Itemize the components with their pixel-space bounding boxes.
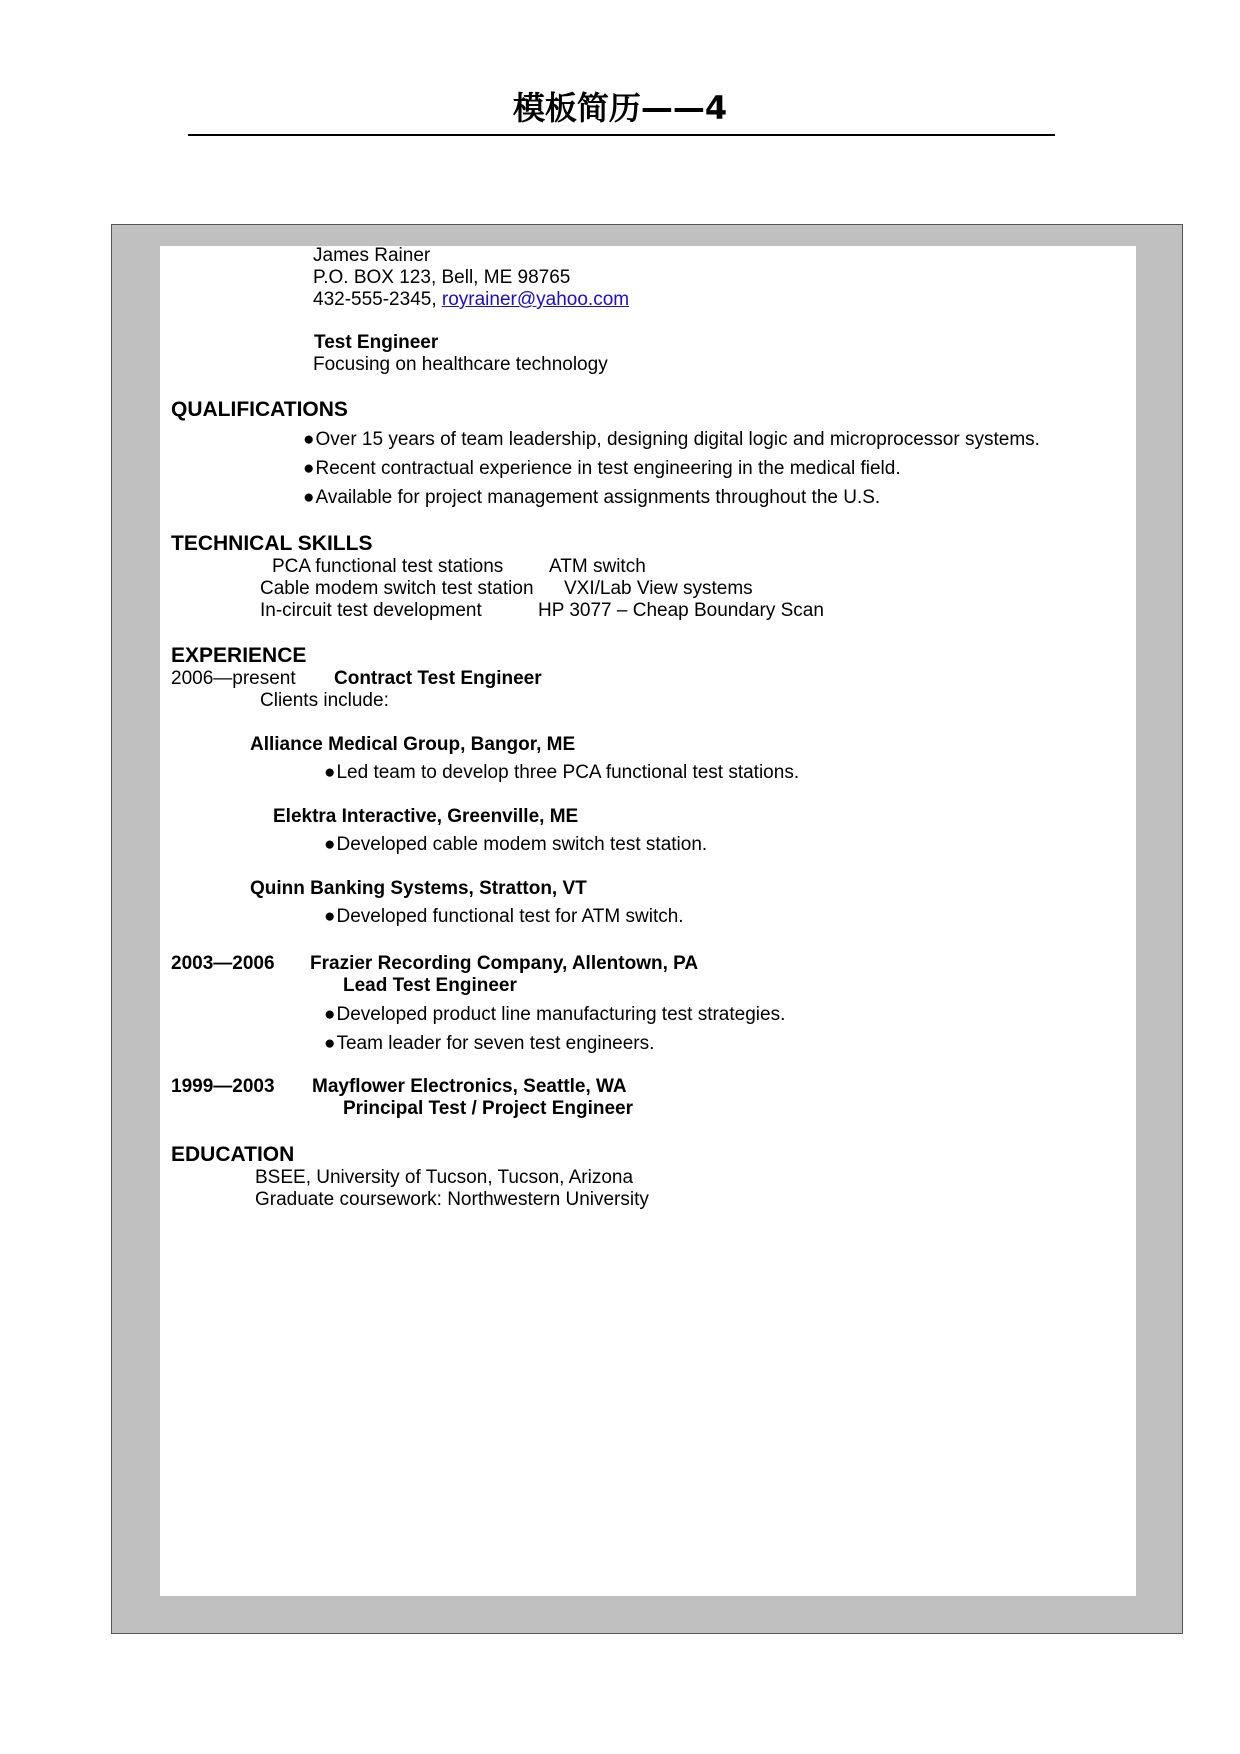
client-bullet: ● Developed functional test for ATM switch. bbox=[324, 906, 684, 928]
job-title: Principal Test / Project Engineer bbox=[343, 1098, 634, 1119]
technical-skills-heading: TECHNICAL SKILLS bbox=[171, 532, 373, 555]
objective-focus: Focusing on healthcare technology bbox=[313, 354, 608, 375]
client-bullet: ● Developed cable modem switch test station. bbox=[324, 834, 707, 856]
job-title: Contract Test Engineer bbox=[334, 668, 542, 689]
skill-item: In-circuit test development bbox=[260, 600, 482, 621]
education-item: BSEE, University of Tucson, Tucson, Arizona bbox=[255, 1167, 634, 1188]
objective-title: Test Engineer bbox=[314, 332, 439, 353]
experience-heading: EXPERIENCE bbox=[171, 644, 307, 667]
job-title: Lead Test Engineer bbox=[343, 975, 517, 996]
skill-item: VXI/Lab View systems bbox=[564, 578, 753, 599]
qualifications-heading: QUALIFICATIONS bbox=[171, 398, 348, 421]
contact-phone: 432-555-2345, bbox=[313, 289, 442, 310]
title-underline bbox=[188, 134, 1055, 136]
client-name: Elektra Interactive, Greenville, ME bbox=[273, 806, 579, 827]
client-name: Alliance Medical Group, Bangor, ME bbox=[250, 734, 576, 755]
job-dates: 1999—2003 bbox=[171, 1076, 275, 1097]
skill-item: HP 3077 – Cheap Boundary Scan bbox=[538, 600, 824, 621]
qualification-item: ● Available for project management assignments throughout the U.S. bbox=[303, 487, 880, 509]
skill-item: ATM switch bbox=[549, 556, 646, 577]
job-dates: 2006—present bbox=[171, 668, 296, 689]
qualification-item: ● Over 15 years of team leadership, designing digital logic and microprocessor systems. bbox=[303, 429, 1040, 451]
qualification-item: ● Recent contractual experience in test engineering in the medical field. bbox=[303, 458, 901, 480]
contact-email-link[interactable]: royrainer@yahoo.com bbox=[441, 289, 630, 310]
job-dates: 2003—2006 bbox=[171, 953, 275, 974]
education-heading: EDUCATION bbox=[171, 1143, 295, 1166]
skill-item: Cable modem switch test station bbox=[260, 578, 534, 599]
education-item: Graduate coursework: Northwestern University bbox=[255, 1189, 649, 1210]
skill-item: PCA functional test stations bbox=[272, 556, 504, 577]
job-bullet: ● Team leader for seven test engineers. bbox=[324, 1033, 654, 1055]
document-title: 模板简历——4 bbox=[512, 89, 728, 127]
contact-name: James Rainer bbox=[313, 245, 431, 266]
job-bullet: ● Developed product line manufacturing test strategies. bbox=[324, 1004, 785, 1026]
job-note: Clients include: bbox=[260, 690, 389, 711]
contact-line bbox=[313, 289, 629, 311]
contact-address: P.O. BOX 123, Bell, ME 98765 bbox=[313, 267, 571, 288]
job-company: Frazier Recording Company, Allentown, PA bbox=[310, 953, 699, 974]
job-company: Mayflower Electronics, Seattle, WA bbox=[312, 1076, 627, 1097]
client-name: Quinn Banking Systems, Stratton, VT bbox=[250, 878, 587, 899]
client-bullet: ● Led team to develop three PCA functional test stations. bbox=[324, 762, 799, 784]
